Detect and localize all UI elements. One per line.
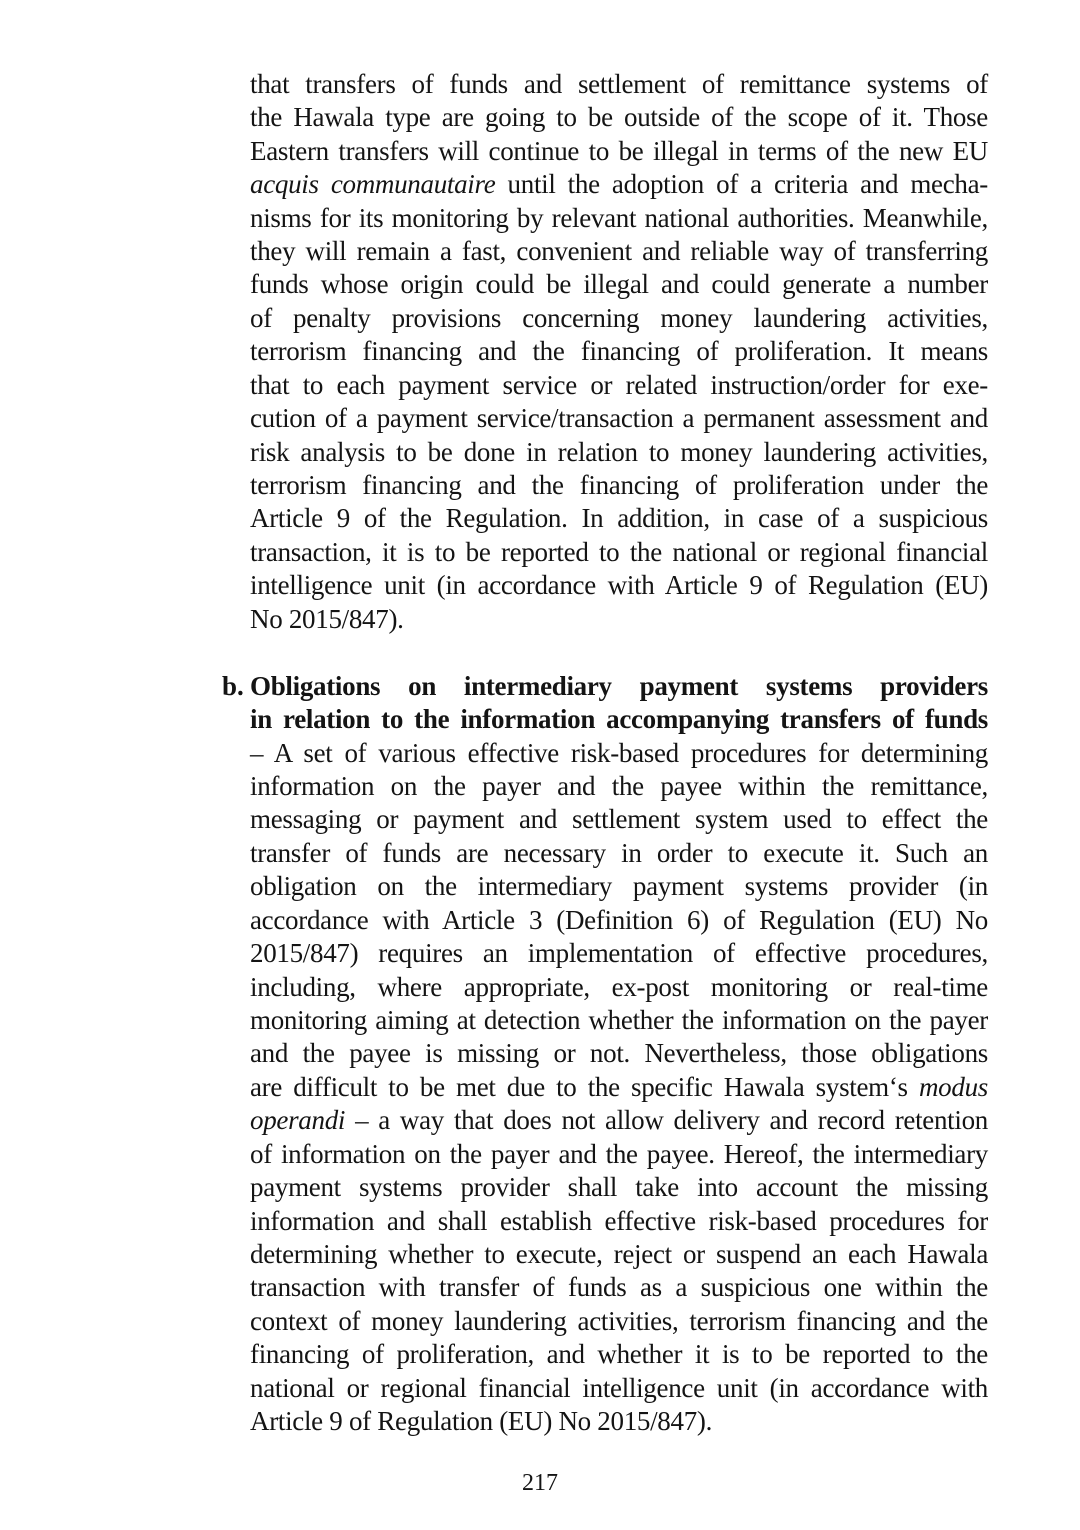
- section-heading-line: in relation to the information accompanying transfers of funds: [250, 704, 988, 734]
- text-line: [250, 168, 988, 201]
- text-line: risk analysis to be done in relation to money laundering activities,: [250, 437, 988, 467]
- text-span: are difficult to be met due to the specific Hawala system‘s: [250, 1072, 919, 1102]
- text-line: 2015/847) requires an implementation of effective procedures,: [250, 938, 988, 968]
- text-line: Eastern transfers will continue to be illegal in terms of the new EU: [250, 136, 988, 166]
- text-span: – a way that does not allow delivery and record retention: [345, 1105, 988, 1135]
- text-line: – A set of various effective risk-based procedures for determining: [250, 738, 988, 768]
- text-line: payment systems provider shall take into account the missing: [250, 1172, 988, 1202]
- text-line: nisms for its monitoring by relevant national authorities. Meanwhile,: [250, 203, 988, 233]
- text-line: terrorism financing and the financing of proliferation. It means: [250, 336, 988, 366]
- italic-term: operandi: [250, 1105, 346, 1135]
- text-line: the Hawala type are going to be outside of the scope of it. Those: [250, 102, 988, 132]
- text-line: [250, 1071, 988, 1104]
- text-line: transaction with transfer of funds as a suspicious one within the: [250, 1272, 988, 1302]
- text-line: determining whether to execute, reject or suspend an each Hawala: [250, 1239, 988, 1269]
- text-line: No 2015/847).: [250, 604, 404, 634]
- text-line: that to each payment service or related instruction/order for exe-: [250, 370, 988, 400]
- text-line: monitoring aiming at detection whether the information on the payer: [250, 1005, 988, 1035]
- text-line: messaging or payment and settlement system used to effect the: [250, 804, 988, 834]
- text-line: context of money laundering activities, terrorism financing and the: [250, 1306, 988, 1336]
- text-line: transfer of funds are necessary in order to execute it. Such an: [250, 838, 988, 868]
- text-line: and the payee is missing or not. Nevertheless, those obligations: [250, 1038, 988, 1068]
- text-line: of penalty provisions concerning money laundering activities,: [250, 303, 988, 333]
- text-line: terrorism financing and the financing of proliferation under the: [250, 470, 988, 500]
- text-line: accordance with Article 3 (Definition 6) of Regulation (EU) No: [250, 905, 988, 935]
- text-line: obligation on the intermediary payment systems provider (in: [250, 871, 988, 901]
- section-heading-line: Obligations on intermediary payment systems providers: [250, 671, 988, 701]
- text-line: national or regional financial intelligence unit (in accordance with: [250, 1373, 988, 1403]
- text-line: information on the payer and the payee within the remittance,: [250, 771, 988, 801]
- text-line: transaction, it is to be reported to the national or regional financial: [250, 537, 988, 567]
- text-line: [250, 1104, 988, 1137]
- text-span: until the adoption of a criteria and mecha-: [495, 169, 988, 199]
- text-line: intelligence unit (in accordance with Article 9 of Regulation (EU): [250, 570, 988, 600]
- italic-term: modus: [918, 1072, 988, 1102]
- text-line: of information on the payer and the payee. Hereof, the intermediary: [250, 1139, 988, 1169]
- text-line: Article 9 of the Regulation. In addition, in case of a suspicious: [250, 503, 988, 533]
- text-line: financing of proliferation, and whether it is to be reported to the: [250, 1339, 988, 1369]
- text-line: information and shall establish effective risk-based procedures for: [250, 1206, 988, 1236]
- text-line: Article 9 of Regulation (EU) No 2015/847).: [250, 1406, 713, 1436]
- section-marker: b.: [222, 671, 244, 701]
- italic-term: acquis communautaire: [250, 169, 496, 199]
- text-line: that transfers of funds and settlement of remittance systems of: [250, 69, 988, 99]
- text-line: cution of a payment service/transaction a permanent assessment and: [250, 403, 988, 433]
- page-number: 217: [522, 1470, 558, 1496]
- text-line: they will remain a fast, convenient and reliable way of transferring: [250, 236, 988, 266]
- text-line: including, where appropriate, ex-post monitoring or real-time: [250, 972, 988, 1002]
- text-line: funds whose origin could be illegal and could generate a number: [250, 269, 988, 299]
